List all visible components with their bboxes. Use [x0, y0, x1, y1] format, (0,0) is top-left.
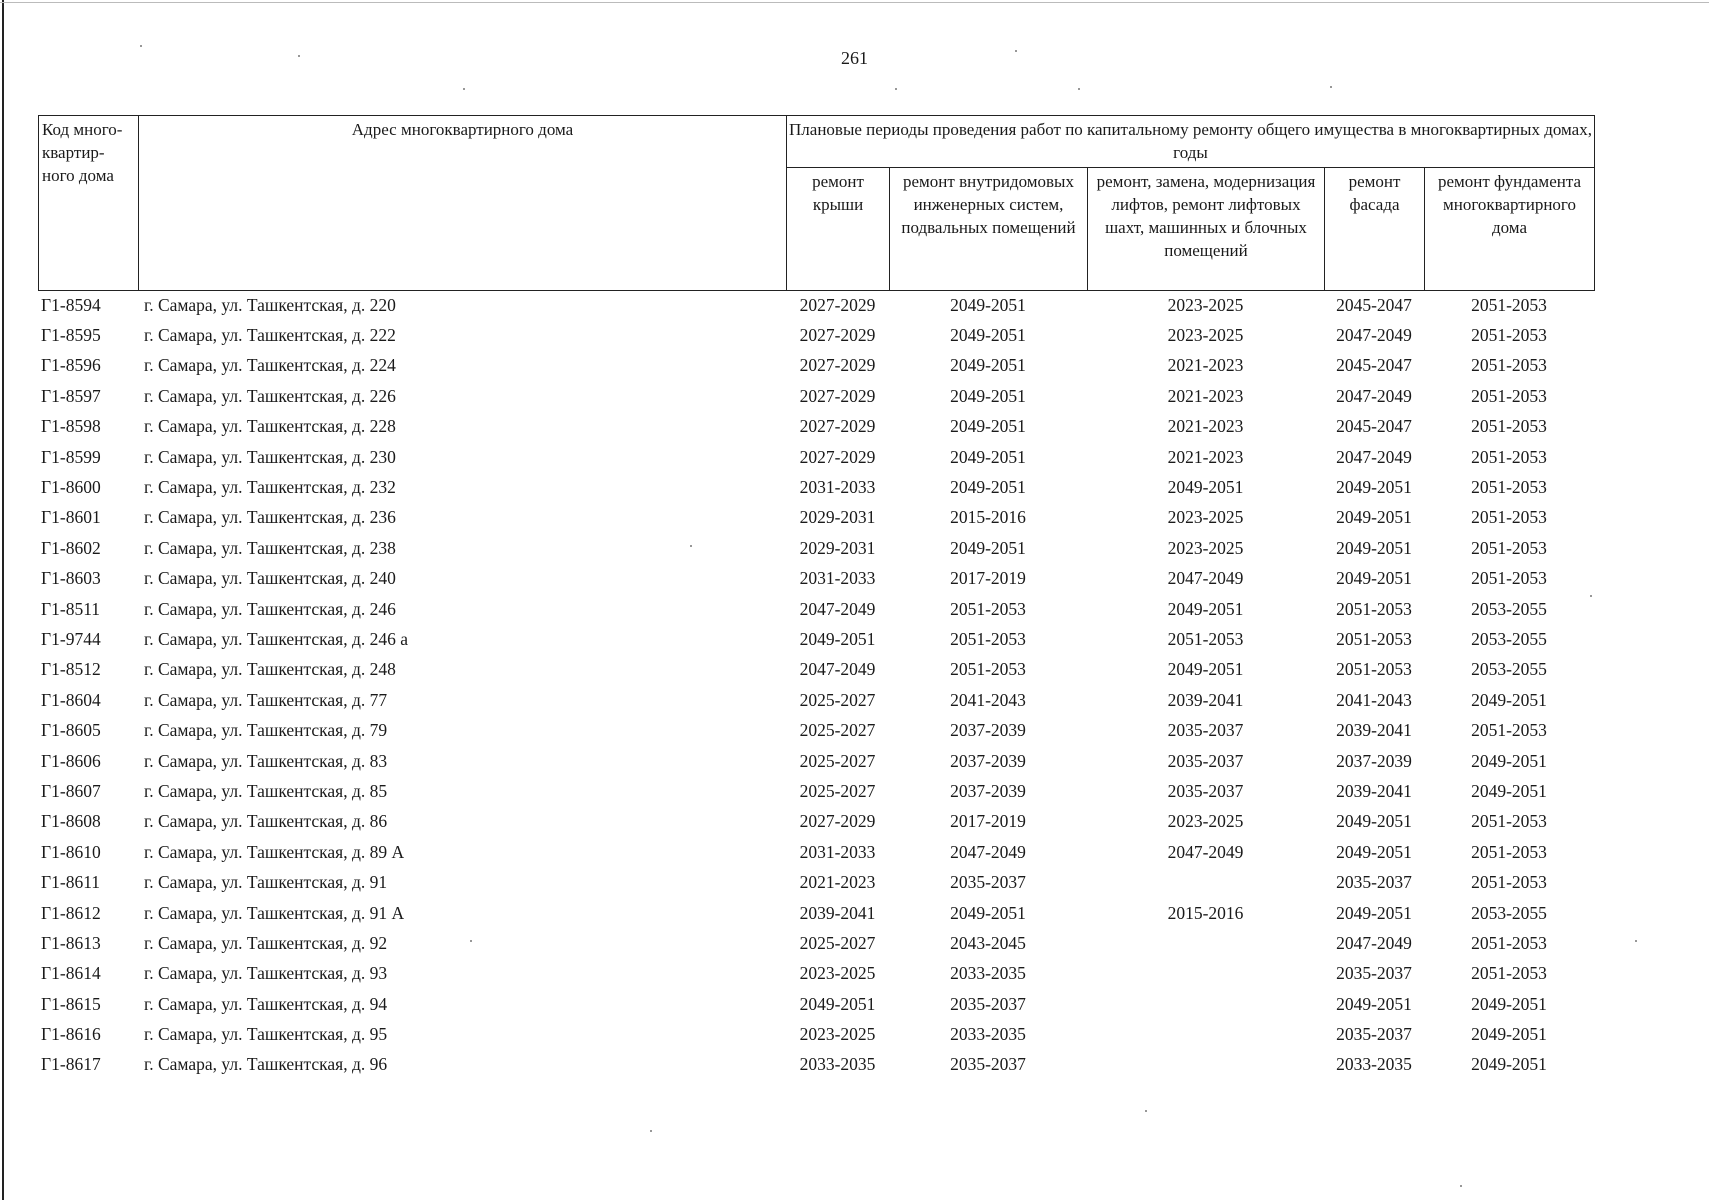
cell-roof: 2031-2033	[799, 841, 876, 862]
cell-roof: 2047-2049	[799, 598, 876, 619]
page-number: 261	[841, 48, 868, 68]
table-row	[38, 928, 1594, 958]
table-row	[38, 867, 1594, 897]
cell-roof: 2049-2051	[799, 628, 876, 649]
cell-address: г. Самара, ул. Ташкентская, д. 91 А	[144, 902, 405, 923]
cell-address: г. Самара, ул. Ташкентская, д. 228	[144, 416, 396, 437]
cell-engineering: 2035-2037	[950, 872, 1026, 893]
cell-facade: 2049-2051	[1336, 477, 1412, 498]
cell-foundation: 2051-2053	[1471, 507, 1547, 528]
cell-roof: 2025-2027	[799, 750, 876, 771]
cell-foundation: 2049-2051	[1471, 750, 1547, 771]
cell-facade: 2049-2051	[1336, 568, 1412, 589]
cell-code: Г1-8597	[41, 385, 101, 406]
cell-facade: 2049-2051	[1336, 537, 1412, 558]
cell-roof: 2025-2027	[799, 932, 876, 953]
cell-foundation: 2051-2053	[1471, 325, 1547, 346]
table-row	[38, 564, 1594, 594]
cell-engineering: 2049-2051	[950, 355, 1026, 376]
table-row	[38, 442, 1594, 472]
cell-engineering: 2049-2051	[950, 416, 1026, 437]
cell-elevators: 2021-2023	[1167, 385, 1244, 406]
cell-engineering: 2049-2051	[950, 537, 1026, 558]
cell-code: Г1-8596	[41, 355, 101, 376]
cell-address: г. Самара, ул. Ташкентская, д. 248	[144, 659, 396, 680]
cell-roof: 2027-2029	[799, 385, 876, 406]
cell-engineering: 2033-2035	[950, 963, 1026, 984]
header-facade: ремонт фасада	[1325, 168, 1425, 291]
cell-facade: 2051-2053	[1336, 628, 1412, 649]
cell-facade: 2047-2049	[1336, 385, 1412, 406]
cell-roof: 2025-2027	[799, 720, 876, 741]
cell-facade: 2039-2041	[1336, 780, 1412, 801]
cell-code: Г1-8601	[41, 507, 101, 528]
scan-speck	[650, 1130, 652, 1132]
table-row	[38, 472, 1594, 502]
cell-roof: 2027-2029	[799, 294, 876, 315]
table-row	[38, 533, 1594, 563]
cell-code: Г1-8594	[41, 294, 101, 315]
cell-address: г. Самара, ул. Ташкентская, д. 85	[144, 780, 388, 801]
cell-engineering: 2035-2037	[950, 993, 1026, 1014]
cell-foundation: 2053-2055	[1471, 902, 1547, 923]
cell-foundation: 2053-2055	[1471, 628, 1547, 649]
table-header	[38, 115, 1595, 291]
table-row	[38, 655, 1594, 685]
cell-code: Г1-8606	[41, 750, 101, 771]
cell-engineering: 2033-2035	[950, 1024, 1026, 1045]
cell-roof: 2027-2029	[799, 325, 876, 346]
cell-facade: 2049-2051	[1336, 811, 1412, 832]
cell-elevators	[1087, 959, 1324, 989]
cell-elevators: 2047-2049	[1167, 568, 1244, 589]
cell-facade: 2049-2051	[1336, 902, 1412, 923]
cell-engineering: 2049-2051	[950, 446, 1026, 467]
scan-speck	[1078, 88, 1080, 90]
cell-code: Г1-8511	[41, 598, 101, 619]
scan-speck	[298, 55, 300, 57]
cell-address: г. Самара, ул. Ташкентская, д. 230	[144, 446, 396, 467]
table-row	[38, 685, 1594, 715]
scan-speck	[1015, 50, 1017, 52]
cell-code: Г1-8615	[41, 993, 101, 1014]
cell-facade: 2051-2053	[1336, 659, 1412, 680]
cell-foundation: 2051-2053	[1471, 811, 1547, 832]
cell-code: Г1-8595	[41, 325, 101, 346]
cell-code: Г1-8602	[41, 537, 101, 558]
cell-code: Г1-8613	[41, 932, 101, 953]
cell-elevators: 2023-2025	[1167, 507, 1244, 528]
cell-elevators: 2023-2025	[1167, 537, 1244, 558]
cell-address: г. Самара, ул. Ташкентская, д. 96	[144, 1054, 388, 1075]
cell-foundation: 2049-2051	[1471, 1024, 1547, 1045]
cell-code: Г1-8611	[41, 872, 101, 893]
cell-address: г. Самара, ул. Ташкентская, д. 79	[144, 720, 388, 741]
cell-facade: 2049-2051	[1336, 993, 1412, 1014]
scan-speck	[690, 545, 692, 547]
cell-engineering: 2051-2053	[950, 659, 1026, 680]
cell-engineering: 2047-2049	[950, 841, 1026, 862]
cell-foundation: 2053-2055	[1471, 659, 1547, 680]
cell-facade: 2033-2035	[1336, 1054, 1412, 1075]
cell-facade: 2035-2037	[1336, 963, 1412, 984]
cell-elevators: 2049-2051	[1167, 659, 1244, 680]
cell-roof: 2023-2025	[799, 1024, 876, 1045]
cell-facade: 2047-2049	[1336, 932, 1412, 953]
cell-roof: 2029-2031	[799, 537, 876, 558]
scan-speck	[1145, 1110, 1147, 1112]
cell-address: г. Самара, ул. Ташкентская, д. 232	[144, 477, 396, 498]
table-row	[38, 1050, 1594, 1080]
table-row	[38, 351, 1594, 381]
table-row	[38, 898, 1594, 928]
cell-foundation: 2049-2051	[1471, 993, 1547, 1014]
cell-code: Г1-8603	[41, 568, 101, 589]
cell-elevators: 2035-2037	[1167, 720, 1244, 741]
cell-roof: 2027-2029	[799, 416, 876, 437]
cell-facade: 2039-2041	[1336, 720, 1412, 741]
cell-elevators	[1087, 1050, 1324, 1080]
table-row	[38, 746, 1594, 776]
cell-roof: 2023-2025	[799, 963, 876, 984]
cell-roof: 2031-2033	[799, 477, 876, 498]
scan-speck	[470, 940, 472, 942]
cell-engineering: 2049-2051	[950, 294, 1026, 315]
cell-foundation: 2051-2053	[1471, 355, 1547, 376]
cell-facade: 2047-2049	[1336, 325, 1412, 346]
cell-address: г. Самара, ул. Ташкентская, д. 246	[144, 598, 396, 619]
cell-address: г. Самара, ул. Ташкентская, д. 86	[144, 811, 388, 832]
cell-code: Г1-8605	[41, 720, 101, 741]
table-row	[38, 320, 1594, 350]
cell-elevators: 2023-2025	[1167, 294, 1244, 315]
cell-engineering: 2037-2039	[950, 750, 1026, 771]
cell-facade: 2045-2047	[1336, 416, 1412, 437]
header-foundation: ремонт фундамента многоквартирного дома	[1425, 168, 1595, 291]
cell-engineering: 2037-2039	[950, 780, 1026, 801]
cell-roof: 2039-2041	[799, 902, 876, 923]
cell-address: г. Самара, ул. Ташкентская, д. 240	[144, 568, 396, 589]
cell-elevators: 2023-2025	[1167, 325, 1244, 346]
cell-address: г. Самара, ул. Ташкентская, д. 224	[144, 355, 396, 376]
cell-engineering: 2049-2051	[950, 325, 1026, 346]
cell-elevators	[1087, 867, 1324, 897]
cell-code: Г1-9744	[41, 628, 101, 649]
cell-elevators: 2035-2037	[1167, 780, 1244, 801]
cell-roof: 2027-2029	[799, 446, 876, 467]
cell-address: г. Самара, ул. Ташкентская, д. 95	[144, 1024, 388, 1045]
cell-address: г. Самара, ул. Ташкентская, д. 94	[144, 993, 388, 1014]
cell-roof: 2027-2029	[799, 811, 876, 832]
cell-foundation: 2051-2053	[1471, 537, 1547, 558]
cell-address: г. Самара, ул. Ташкентская, д. 77	[144, 689, 388, 710]
cell-address: г. Самара, ул. Ташкентская, д. 89 А	[144, 841, 405, 862]
cell-engineering: 2037-2039	[950, 720, 1026, 741]
cell-address: г. Самара, ул. Ташкентская, д. 226	[144, 385, 396, 406]
cell-elevators: 2021-2023	[1167, 416, 1244, 437]
cell-code: Г1-8612	[41, 902, 101, 923]
scan-speck	[1635, 940, 1637, 942]
cell-foundation: 2049-2051	[1471, 780, 1547, 801]
cell-elevators	[1087, 989, 1324, 1019]
cell-elevators: 2023-2025	[1167, 811, 1244, 832]
cell-roof: 2027-2029	[799, 355, 876, 376]
cell-facade: 2051-2053	[1336, 598, 1412, 619]
cell-elevators: 2021-2023	[1167, 446, 1244, 467]
cell-code: Г1-8617	[41, 1054, 101, 1075]
cell-address: г. Самара, ул. Ташкентская, д. 246 а	[144, 628, 409, 649]
cell-elevators: 2035-2037	[1167, 750, 1244, 771]
cell-foundation: 2051-2053	[1471, 477, 1547, 498]
cell-engineering: 2049-2051	[950, 902, 1026, 923]
cell-code: Г1-8616	[41, 1024, 101, 1045]
cell-foundation: 2051-2053	[1471, 872, 1547, 893]
table-row	[38, 807, 1594, 837]
cell-foundation: 2051-2053	[1471, 294, 1547, 315]
cell-code: Г1-8604	[41, 689, 101, 710]
cell-elevators: 2021-2023	[1167, 355, 1244, 376]
cell-facade: 2035-2037	[1336, 872, 1412, 893]
cell-roof: 2047-2049	[799, 659, 876, 680]
scan-speck	[1460, 1185, 1462, 1187]
cell-roof: 2025-2027	[799, 689, 876, 710]
scan-speck	[895, 88, 897, 90]
cell-roof: 2049-2051	[799, 993, 876, 1014]
cell-engineering: 2035-2037	[950, 1054, 1026, 1075]
table-row	[38, 290, 1594, 320]
table-row	[38, 837, 1594, 867]
cell-elevators: 2047-2049	[1167, 841, 1244, 862]
scan-edge-top	[0, 2, 1709, 3]
cell-facade: 2049-2051	[1336, 507, 1412, 528]
table-row	[38, 412, 1594, 442]
header-address: Адрес многоквартирного дома	[139, 116, 787, 291]
cell-facade: 2041-2043	[1336, 689, 1412, 710]
cell-engineering: 2051-2053	[950, 598, 1026, 619]
scan-speck	[140, 45, 142, 47]
cell-foundation: 2051-2053	[1471, 841, 1547, 862]
cell-foundation: 2049-2051	[1471, 1054, 1547, 1075]
cell-elevators: 2051-2053	[1167, 628, 1244, 649]
header-engineering: ремонт внутридомовых инженерных систем, подвальных помещений	[890, 168, 1088, 291]
cell-foundation: 2049-2051	[1471, 689, 1547, 710]
cell-elevators	[1087, 1019, 1324, 1049]
cell-engineering: 2041-2043	[950, 689, 1026, 710]
table-row	[38, 776, 1594, 806]
cell-roof: 2025-2027	[799, 780, 876, 801]
table-row	[38, 715, 1594, 745]
cell-facade: 2049-2051	[1336, 841, 1412, 862]
cell-foundation: 2051-2053	[1471, 416, 1547, 437]
cell-address: г. Самара, ул. Ташкентская, д. 91	[144, 872, 388, 893]
cell-engineering: 2049-2051	[950, 385, 1026, 406]
header-roof: ремонт крыши	[787, 168, 890, 291]
cell-address: г. Самара, ул. Ташкентская, д. 220	[144, 294, 396, 315]
header-periods-group: Плановые периоды проведения работ по капитальному ремонту общего имущества в многоквартирных домах, годы	[787, 116, 1595, 168]
cell-facade: 2045-2047	[1336, 294, 1412, 315]
table-row	[38, 594, 1594, 624]
cell-elevators: 2049-2051	[1167, 477, 1244, 498]
cell-foundation: 2051-2053	[1471, 385, 1547, 406]
cell-code: Г1-8610	[41, 841, 101, 862]
cell-foundation: 2053-2055	[1471, 598, 1547, 619]
cell-engineering: 2043-2045	[950, 932, 1026, 953]
cell-address: г. Самара, ул. Ташкентская, д. 238	[144, 537, 396, 558]
cell-elevators: 2015-2016	[1167, 902, 1244, 923]
cell-elevators: 2039-2041	[1167, 689, 1244, 710]
table-row	[38, 1019, 1594, 1049]
cell-engineering: 2017-2019	[950, 568, 1026, 589]
table-row	[38, 959, 1594, 989]
cell-address: г. Самара, ул. Ташкентская, д. 83	[144, 750, 388, 771]
cell-foundation: 2051-2053	[1471, 963, 1547, 984]
cell-facade: 2037-2039	[1336, 750, 1412, 771]
cell-code: Г1-8598	[41, 416, 101, 437]
cell-facade: 2045-2047	[1336, 355, 1412, 376]
table-row	[38, 989, 1594, 1019]
cell-code: Г1-8608	[41, 811, 101, 832]
cell-engineering: 2049-2051	[950, 477, 1026, 498]
cell-code: Г1-8599	[41, 446, 101, 467]
header-code: Код много-квартир-ного дома	[39, 116, 139, 291]
cell-foundation: 2051-2053	[1471, 932, 1547, 953]
cell-engineering: 2015-2016	[950, 507, 1026, 528]
cell-engineering: 2051-2053	[950, 628, 1026, 649]
cell-foundation: 2051-2053	[1471, 720, 1547, 741]
cell-address: г. Самара, ул. Ташкентская, д. 92	[144, 932, 388, 953]
cell-address: г. Самара, ул. Ташкентская, д. 222	[144, 325, 396, 346]
cell-facade: 2047-2049	[1336, 446, 1412, 467]
cell-code: Г1-8607	[41, 780, 101, 801]
cell-elevators	[1087, 928, 1324, 958]
table-row	[38, 381, 1594, 411]
cell-code: Г1-8600	[41, 477, 101, 498]
scan-edge-left	[2, 0, 4, 1200]
scan-speck	[1330, 86, 1332, 88]
header-elevators: ремонт, замена, модернизация лифтов, ремонт лифтовых шахт, машинных и блочных помещений	[1088, 168, 1325, 291]
table-row	[38, 624, 1594, 654]
table-row	[38, 503, 1594, 533]
cell-roof: 2031-2033	[799, 568, 876, 589]
cell-code: Г1-8512	[41, 659, 101, 680]
data-table	[38, 290, 1594, 1080]
scan-speck	[1590, 595, 1592, 597]
cell-facade: 2035-2037	[1336, 1024, 1412, 1045]
cell-foundation: 2051-2053	[1471, 446, 1547, 467]
cell-address: г. Самара, ул. Ташкентская, д. 93	[144, 963, 388, 984]
scan-speck	[463, 88, 465, 90]
cell-foundation: 2051-2053	[1471, 568, 1547, 589]
cell-engineering: 2017-2019	[950, 811, 1026, 832]
cell-roof: 2033-2035	[799, 1054, 876, 1075]
cell-roof: 2021-2023	[799, 872, 876, 893]
table-body	[38, 290, 1594, 1080]
cell-elevators: 2049-2051	[1167, 598, 1244, 619]
cell-roof: 2029-2031	[799, 507, 876, 528]
cell-code: Г1-8614	[41, 963, 101, 984]
cell-address: г. Самара, ул. Ташкентская, д. 236	[144, 507, 396, 528]
